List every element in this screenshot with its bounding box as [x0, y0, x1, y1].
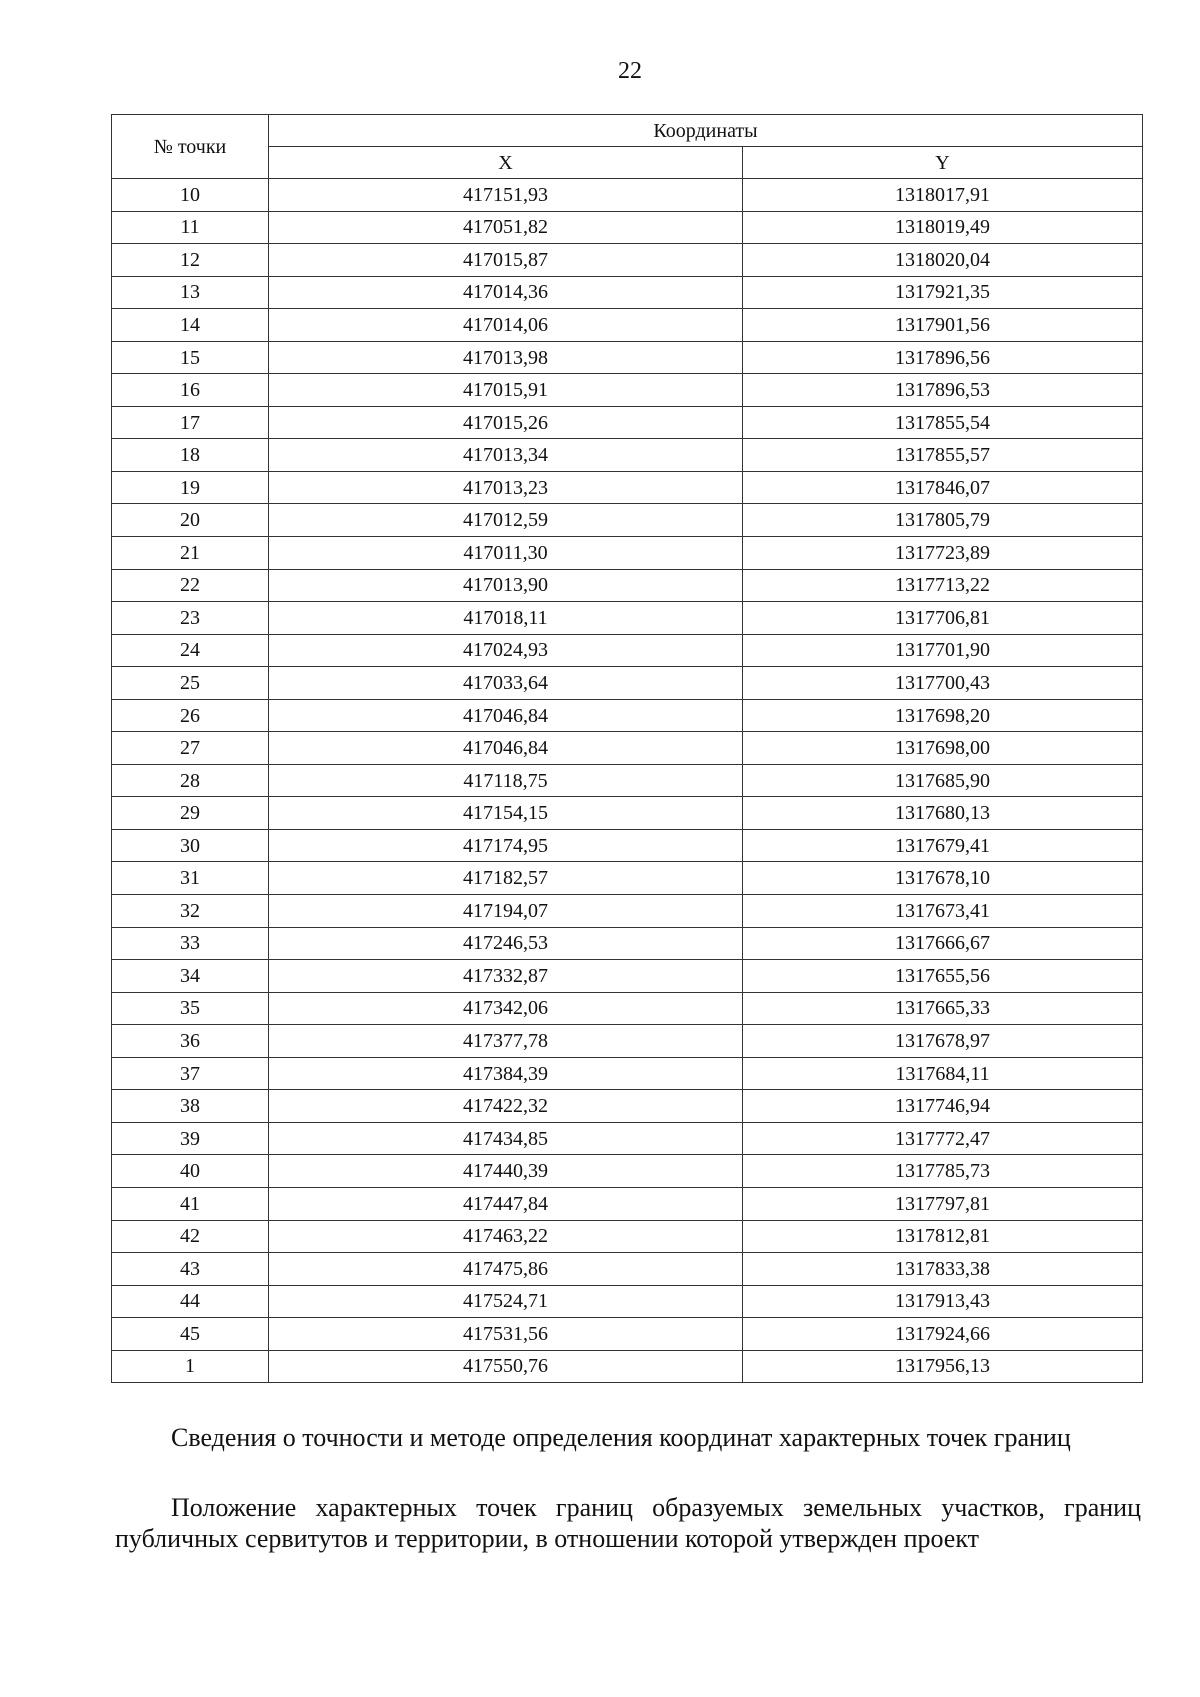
cell-y: 1317673,41: [743, 895, 1143, 928]
cell-point-number: 27: [112, 732, 269, 765]
cell-x: 417015,91: [269, 374, 743, 407]
table-row: [112, 276, 1143, 309]
coordinates-table: [111, 114, 1143, 1383]
page-number: 22: [618, 58, 642, 84]
cell-x: 417024,93: [269, 634, 743, 667]
cell-point-number: 39: [112, 1122, 269, 1155]
cell-x: 417046,84: [269, 732, 743, 765]
header-x: X: [269, 147, 743, 179]
cell-x: 417015,87: [269, 244, 743, 277]
cell-point-number: 19: [112, 471, 269, 504]
cell-x: 417531,56: [269, 1318, 743, 1351]
cell-x: 417174,95: [269, 829, 743, 862]
cell-x: 417194,07: [269, 895, 743, 928]
cell-y: 1317698,00: [743, 732, 1143, 765]
table-row: [112, 764, 1143, 797]
table-row: [112, 862, 1143, 895]
cell-y: 1317701,90: [743, 634, 1143, 667]
cell-y: 1317685,90: [743, 764, 1143, 797]
cell-point-number: 10: [112, 179, 269, 212]
cell-x: 417154,15: [269, 797, 743, 830]
cell-point-number: 31: [112, 862, 269, 895]
cell-x: 417550,76: [269, 1350, 743, 1383]
cell-y: 1317679,41: [743, 829, 1143, 862]
table-row: [112, 634, 1143, 667]
cell-point-number: 15: [112, 341, 269, 374]
cell-y: 1317956,13: [743, 1350, 1143, 1383]
cell-y: 1317684,11: [743, 1057, 1143, 1090]
cell-y: 1317678,97: [743, 1025, 1143, 1058]
cell-x: 417384,39: [269, 1057, 743, 1090]
cell-point-number: 36: [112, 1025, 269, 1058]
cell-x: 417377,78: [269, 1025, 743, 1058]
table-row: [112, 667, 1143, 700]
cell-y: 1317797,81: [743, 1187, 1143, 1220]
table-row: [112, 406, 1143, 439]
cell-x: 417151,93: [269, 179, 743, 212]
table-row: [112, 537, 1143, 570]
cell-y: 1317772,47: [743, 1122, 1143, 1155]
cell-x: 417246,53: [269, 927, 743, 960]
cell-point-number: 22: [112, 569, 269, 602]
table-row: [112, 1350, 1143, 1383]
cell-point-number: 16: [112, 374, 269, 407]
table-row: [112, 797, 1143, 830]
table-row: [112, 1220, 1143, 1253]
cell-point-number: 25: [112, 667, 269, 700]
cell-y: 1317896,56: [743, 341, 1143, 374]
accuracy-info-paragraph: Сведения о точности и методе определения координат характерных точек границ: [171, 1423, 1071, 1452]
cell-y: 1317665,33: [743, 992, 1143, 1025]
cell-y: 1317706,81: [743, 602, 1143, 635]
header-coordinates: Координаты: [269, 115, 1143, 147]
cell-y: 1317666,67: [743, 927, 1143, 960]
cell-point-number: 41: [112, 1187, 269, 1220]
table-row: [112, 1253, 1143, 1286]
cell-x: 417475,86: [269, 1253, 743, 1286]
table-row: [112, 439, 1143, 472]
cell-y: 1317924,66: [743, 1318, 1143, 1351]
cell-x: 417447,84: [269, 1187, 743, 1220]
table-row: [112, 829, 1143, 862]
cell-x: 417440,39: [269, 1155, 743, 1188]
cell-y: 1317713,22: [743, 569, 1143, 602]
cell-y: 1317698,20: [743, 699, 1143, 732]
cell-x: 417012,59: [269, 504, 743, 537]
cell-y: 1317785,73: [743, 1155, 1143, 1188]
cell-x: 417018,11: [269, 602, 743, 635]
table-row: [112, 992, 1143, 1025]
cell-x: 417013,98: [269, 341, 743, 374]
table-row: [112, 1090, 1143, 1123]
cell-y: 1317678,10: [743, 862, 1143, 895]
cell-point-number: 30: [112, 829, 269, 862]
table-row: [112, 504, 1143, 537]
cell-point-number: 23: [112, 602, 269, 635]
table-row: [112, 211, 1143, 244]
cell-y: 1317913,43: [743, 1285, 1143, 1318]
table-row: [112, 309, 1143, 342]
table-body: [112, 179, 1143, 1383]
cell-x: 417011,30: [269, 537, 743, 570]
cell-x: 417332,87: [269, 960, 743, 993]
cell-x: 417422,32: [269, 1090, 743, 1123]
cell-point-number: 37: [112, 1057, 269, 1090]
cell-point-number: 26: [112, 699, 269, 732]
cell-y: 1317921,35: [743, 276, 1143, 309]
table-row: [112, 244, 1143, 277]
cell-x: 417051,82: [269, 211, 743, 244]
cell-point-number: 43: [112, 1253, 269, 1286]
cell-x: 417118,75: [269, 764, 743, 797]
cell-x: 417524,71: [269, 1285, 743, 1318]
cell-y: 1317855,57: [743, 439, 1143, 472]
cell-point-number: 44: [112, 1285, 269, 1318]
cell-x: 417013,23: [269, 471, 743, 504]
cell-y: 1317855,54: [743, 406, 1143, 439]
table-row: [112, 1057, 1143, 1090]
cell-x: 417046,84: [269, 699, 743, 732]
table-row: [112, 602, 1143, 635]
table-row: [112, 699, 1143, 732]
cell-x: 417013,34: [269, 439, 743, 472]
header-y: Y: [743, 147, 1143, 179]
cell-y: 1317846,07: [743, 471, 1143, 504]
cell-point-number: 42: [112, 1220, 269, 1253]
cell-y: 1317700,43: [743, 667, 1143, 700]
cell-x: 417463,22: [269, 1220, 743, 1253]
table-row: [112, 895, 1143, 928]
table-row: [112, 1285, 1143, 1318]
cell-point-number: 32: [112, 895, 269, 928]
cell-point-number: 40: [112, 1155, 269, 1188]
cell-y: 1317805,79: [743, 504, 1143, 537]
header-point-number: № точки: [112, 115, 269, 179]
table-row: [112, 927, 1143, 960]
table-row: [112, 1318, 1143, 1351]
cell-y: 1317746,94: [743, 1090, 1143, 1123]
cell-point-number: 38: [112, 1090, 269, 1123]
cell-x: 417033,64: [269, 667, 743, 700]
table-row: [112, 374, 1143, 407]
cell-x: 417014,06: [269, 309, 743, 342]
cell-y: 1318017,91: [743, 179, 1143, 212]
cell-x: 417182,57: [269, 862, 743, 895]
cell-x: 417434,85: [269, 1122, 743, 1155]
table-row: [112, 341, 1143, 374]
cell-y: 1317680,13: [743, 797, 1143, 830]
cell-x: 417013,90: [269, 569, 743, 602]
cell-point-number: 14: [112, 309, 269, 342]
cell-x: 417015,26: [269, 406, 743, 439]
table-row: [112, 569, 1143, 602]
cell-y: 1318020,04: [743, 244, 1143, 277]
cell-y: 1317723,89: [743, 537, 1143, 570]
cell-point-number: 35: [112, 992, 269, 1025]
table-row: [112, 960, 1143, 993]
cell-y: 1317812,81: [743, 1220, 1143, 1253]
cell-y: 1317896,53: [743, 374, 1143, 407]
cell-point-number: 20: [112, 504, 269, 537]
table-row: [112, 1025, 1143, 1058]
table-row: [112, 1155, 1143, 1188]
cell-point-number: 45: [112, 1318, 269, 1351]
cell-point-number: 12: [112, 244, 269, 277]
cell-point-number: 17: [112, 406, 269, 439]
cell-point-number: 24: [112, 634, 269, 667]
cell-point-number: 28: [112, 764, 269, 797]
cell-x: 417342,06: [269, 992, 743, 1025]
cell-y: 1317655,56: [743, 960, 1143, 993]
points-position-paragraph: Положение характерных точек границ образуемых земельных участков, границ публичных сервитутов и территории, в отношении которой утвержден проект: [115, 1493, 1141, 1553]
cell-y: 1317901,56: [743, 309, 1143, 342]
table-row: [112, 1187, 1143, 1220]
table-row: [112, 179, 1143, 212]
cell-point-number: 29: [112, 797, 269, 830]
cell-point-number: 34: [112, 960, 269, 993]
cell-y: 1317833,38: [743, 1253, 1143, 1286]
cell-point-number: 33: [112, 927, 269, 960]
table-header: [112, 115, 1143, 179]
cell-point-number: 13: [112, 276, 269, 309]
cell-point-number: 1: [112, 1350, 269, 1383]
table-row: [112, 471, 1143, 504]
cell-y: 1318019,49: [743, 211, 1143, 244]
cell-x: 417014,36: [269, 276, 743, 309]
cell-point-number: 11: [112, 211, 269, 244]
table-row: [112, 1122, 1143, 1155]
cell-point-number: 18: [112, 439, 269, 472]
cell-point-number: 21: [112, 537, 269, 570]
table-row: [112, 732, 1143, 765]
